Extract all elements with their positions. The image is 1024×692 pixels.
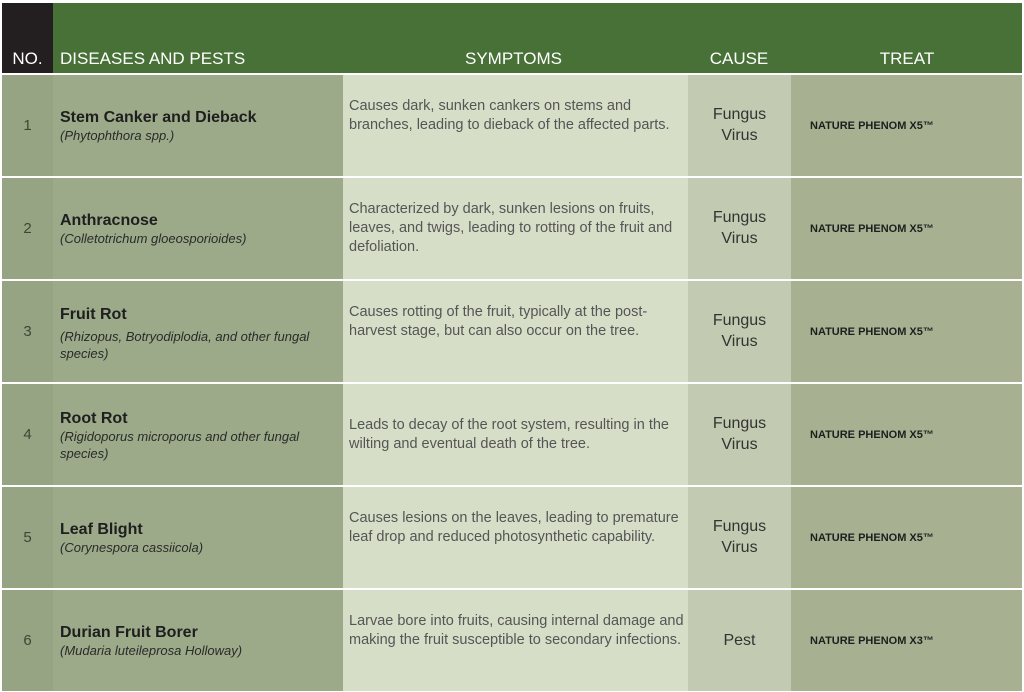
table-row — [2, 178, 1022, 279]
cause-text — [688, 630, 791, 651]
disease-name: Anthracnose — [60, 212, 158, 229]
cause-item: Fungus — [712, 415, 767, 432]
symptoms-text: Characterized by dark, sunken lesions on fruits, leaves, and twigs, leading to rotting of the fruit and defoliation. — [349, 201, 673, 255]
disease-info — [60, 211, 345, 247]
disease-scientific-name: (Rigidoporus microporus and other fungal species) — [60, 429, 300, 461]
header-symptoms: SYMPTOMS — [465, 49, 562, 68]
cause-item: Virus — [721, 230, 758, 247]
treat-product: NATURE PHENOM X5™ — [810, 120, 934, 132]
row-number: 1 — [23, 117, 32, 134]
disease-scientific-name: (Corynespora cassiicola) — [60, 540, 204, 555]
cause-item: Virus — [721, 127, 758, 144]
header-diseases: DISEASES AND PESTS — [60, 49, 246, 68]
cause-item: Virus — [721, 539, 758, 556]
disease-scientific-name: (Phytophthora spp.) — [60, 128, 175, 143]
cause-text — [688, 207, 791, 249]
cause-item: Fungus — [712, 209, 767, 226]
cause-text — [688, 516, 791, 558]
cause-item: Fungus — [712, 518, 767, 535]
row-number: 2 — [23, 220, 32, 237]
disease-name: Fruit Rot — [60, 306, 127, 323]
table-row — [2, 487, 1022, 588]
symptoms-text: Causes lesions on the leaves, leading to premature leaf drop and reduced photosynthetic capability. — [349, 510, 679, 545]
cause-text — [688, 413, 791, 455]
disease-scientific-name: (Colletotrichum gloeosporioides) — [60, 231, 247, 246]
cause-text — [688, 310, 791, 352]
disease-info — [60, 623, 345, 659]
header-no: NO. — [12, 49, 43, 68]
row-number: 3 — [23, 323, 32, 340]
treat-product: NATURE PHENOM X5™ — [810, 326, 934, 338]
treat-product: NATURE PHENOM X5™ — [810, 429, 934, 441]
symptoms-text: Leads to decay of the root system, resulting in the wilting and eventual death of the tree. — [349, 417, 669, 452]
header-cause: CAUSE — [709, 49, 769, 68]
treat-product: NATURE PHENOM X5™ — [810, 532, 934, 544]
disease-scientific-name: (Mudaria luteileprosa Holloway) — [60, 643, 243, 658]
cause-item: Fungus — [712, 312, 767, 329]
cause-item: Fungus — [712, 106, 767, 123]
disease-scientific-name: (Rhizopus, Botryodiplodia, and other fungal species) — [60, 329, 310, 361]
cause-item: Virus — [721, 436, 758, 453]
symptoms-text: Larvae bore into fruits, causing internal damage and making the fruit susceptible to secondary infections. — [349, 613, 684, 648]
disease-table — [2, 3, 1022, 691]
symptoms-text: Causes rotting of the fruit, typically at the post-harvest stage, but can also occur on the tree. — [349, 304, 648, 339]
treat-product: NATURE PHENOM X5™ — [810, 223, 934, 235]
disease-name: Durian Fruit Borer — [60, 624, 198, 641]
table-row — [2, 281, 1022, 382]
row-number: 5 — [23, 529, 32, 546]
treat-product: NATURE PHENOM X3™ — [810, 635, 934, 647]
disease-info — [60, 520, 345, 556]
disease-info — [60, 108, 345, 144]
disease-name: Stem Canker and Dieback — [60, 109, 257, 126]
table-row — [2, 75, 1022, 176]
cause-item: Virus — [721, 333, 758, 350]
disease-name: Root Rot — [60, 410, 128, 427]
cause-text — [688, 104, 791, 146]
table-row — [2, 590, 1022, 691]
disease-name: Leaf Blight — [60, 521, 143, 538]
disease-info — [60, 305, 345, 362]
table-header — [2, 3, 1022, 73]
symptoms-text: Causes dark, sunken cankers on stems and branches, leading to dieback of the affected parts. — [349, 98, 670, 133]
disease-info — [60, 409, 345, 462]
table-row — [2, 384, 1022, 485]
row-number: 6 — [23, 632, 32, 649]
cause-item: Pest — [723, 632, 756, 649]
row-number: 4 — [23, 426, 32, 443]
header-treat: TREAT — [879, 49, 935, 68]
